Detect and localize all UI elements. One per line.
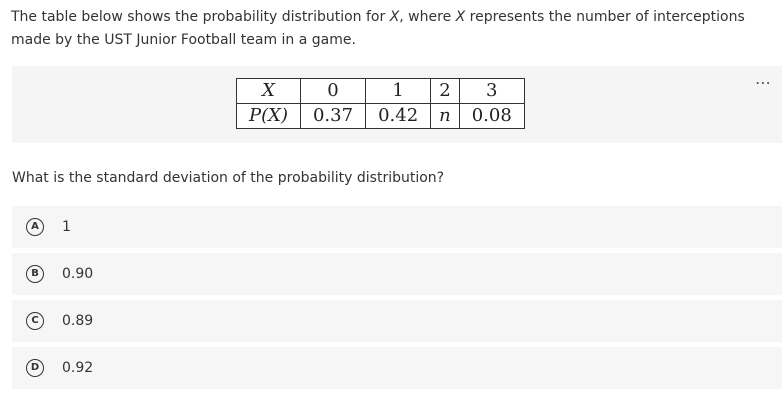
option-value: 1	[62, 219, 71, 235]
table-cell: 0.37	[300, 104, 365, 129]
option-value: 0.92	[62, 360, 94, 376]
probability-table	[236, 78, 525, 129]
table-cell: 3	[459, 79, 524, 104]
answer-option-c[interactable]	[12, 300, 782, 342]
question-text-part: The table below shows the probability distribution for	[11, 9, 390, 25]
answer-option-a[interactable]	[12, 206, 782, 248]
question-text	[11, 6, 779, 52]
table-cell: 1	[366, 79, 431, 104]
table-cell: 0	[300, 79, 365, 104]
table-header-px: P(X)	[237, 104, 301, 129]
question-text-part: , where	[399, 9, 456, 25]
more-options-icon[interactable]: ⋯	[755, 73, 772, 92]
question-prompt: What is the standard deviation of the probability distribution?	[12, 170, 445, 186]
table-row-x	[237, 79, 525, 104]
variable-x: X	[389, 9, 400, 25]
option-letter-icon: D	[26, 359, 44, 377]
table-row-probability	[237, 104, 525, 129]
table-header-x: X	[237, 79, 301, 104]
question-text-part: represents the number of interceptions made by the UST Junior Football team in a game.	[11, 9, 745, 48]
table-cell: 0.08	[459, 104, 524, 129]
table-panel	[12, 66, 782, 143]
option-letter-icon: A	[26, 218, 44, 236]
variable-x: X	[455, 9, 466, 25]
option-letter-icon: B	[26, 265, 44, 283]
table-cell: n	[431, 104, 460, 129]
option-value: 0.90	[62, 266, 94, 282]
table-cell: 0.42	[366, 104, 431, 129]
answer-option-d[interactable]	[12, 347, 782, 389]
option-value: 0.89	[62, 313, 94, 329]
option-letter-icon: C	[26, 312, 44, 330]
table-cell: 2	[431, 79, 460, 104]
answer-option-b[interactable]	[12, 253, 782, 295]
